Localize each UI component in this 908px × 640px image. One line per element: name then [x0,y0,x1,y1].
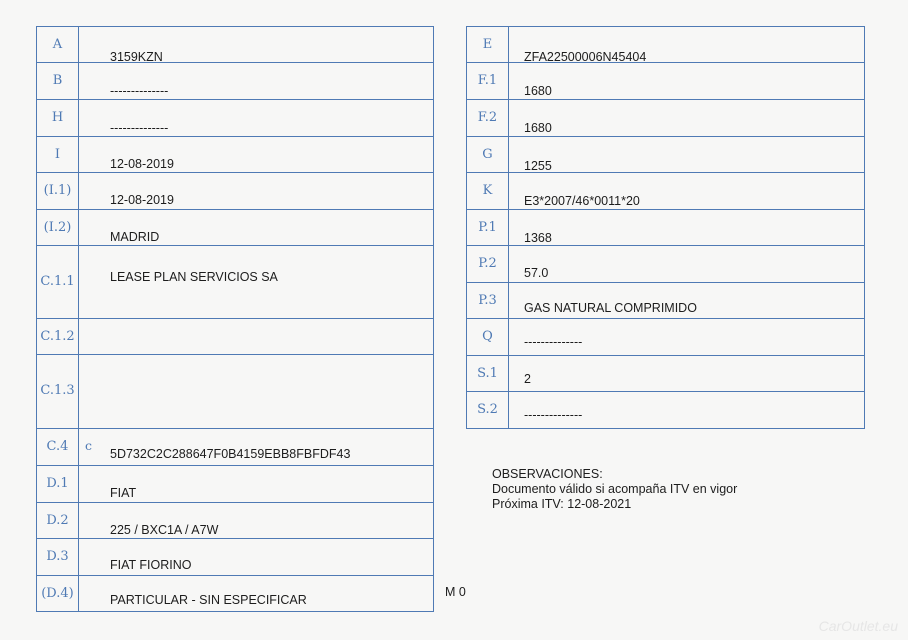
code-s2: S.2 [467,392,509,428]
code-d3: D.3 [37,539,79,575]
row-d4 [37,576,433,612]
row-c13 [37,355,433,429]
code-i1: (I.1) [37,173,79,209]
value-p1: 1368 [524,231,552,245]
code-f1: F.1 [467,63,509,99]
c4-letter: c [85,438,93,453]
code-g: G [467,137,509,172]
row-d1 [37,466,433,503]
code-q: Q [467,319,509,355]
row-e [467,27,864,63]
code-c12: C.1.2 [37,319,79,354]
value-b: -------------- [110,84,169,98]
left-registration-table [36,26,434,612]
code-p1: P.1 [467,210,509,245]
value-p3: GAS NATURAL COMPRIMIDO [524,301,697,315]
code-b: B [37,63,79,99]
row-i [37,137,433,173]
observaciones-line-1: Documento válido si acompaña ITV en vigor [492,482,738,496]
code-k: K [467,173,509,209]
row-f1 [467,63,864,100]
value-c11: LEASE PLAN SERVICIOS SA [110,270,278,284]
row-p2 [467,246,864,283]
row-c12 [37,319,433,355]
row-a [37,27,433,63]
value-d4: PARTICULAR - SIN ESPECIFICAR [110,593,307,607]
row-k [467,173,864,210]
row-d2 [37,503,433,539]
value-p2: 57.0 [524,266,549,280]
row-d3 [37,539,433,576]
value-i: 12-08-2019 [110,157,174,171]
watermark: CarOutlet.eu [818,618,898,634]
row-f2 [467,100,864,137]
code-d2: D.2 [37,503,79,538]
value-q: -------------- [524,335,583,349]
value-d2: 225 / BXC1A / A7W [110,523,219,537]
code-p3: P.3 [467,283,509,318]
row-i1 [37,173,433,210]
row-s1 [467,356,864,392]
row-g [467,137,864,173]
value-d1: FIAT [110,486,137,500]
value-e: ZFA22500006N45404 [524,50,647,64]
value-a: 3159KZN [110,50,163,64]
value-s2: -------------- [524,408,583,422]
row-b [37,63,433,100]
code-i2: (I.2) [37,210,79,245]
row-s2 [467,392,864,429]
value-g: 1255 [524,159,552,173]
mo-label: M 0 [445,585,466,599]
value-c4: 5D732C2C288647F0B4159EBB8FBFDF43 [110,447,351,461]
code-c4: C.4 [37,429,79,465]
code-c11: C.1.1 [37,246,79,318]
row-q [467,319,864,356]
row-p1 [467,210,864,246]
code-a: A [37,27,79,62]
value-f1: 1680 [524,84,552,98]
code-h: H [37,100,79,136]
value-s1: 2 [524,372,531,386]
value-f2: 1680 [524,121,552,135]
observaciones-title: OBSERVACIONES: [492,467,603,481]
observaciones-block [492,467,737,512]
code-i: I [37,137,79,172]
code-s1: S.1 [467,356,509,391]
row-h [37,100,433,137]
value-i2: MADRID [110,230,160,244]
row-p3 [467,283,864,319]
code-e: E [467,27,509,62]
value-k: E3*2007/46*0011*20 [524,194,640,208]
right-registration-table [466,26,865,429]
observaciones-line-2: Próxima ITV: 12-08-2021 [492,497,632,511]
row-c11 [37,246,433,319]
value-d3: FIAT FIORINO [110,558,192,572]
code-d1: D.1 [37,466,79,502]
row-i2 [37,210,433,246]
row-c4 [37,429,433,466]
code-d4: (D.4) [37,576,79,611]
value-i1: 12-08-2019 [110,193,174,207]
code-p2: P.2 [467,246,509,282]
value-h: -------------- [110,121,169,135]
code-f2: F.2 [467,100,509,136]
code-c13: C.1.3 [37,355,79,428]
